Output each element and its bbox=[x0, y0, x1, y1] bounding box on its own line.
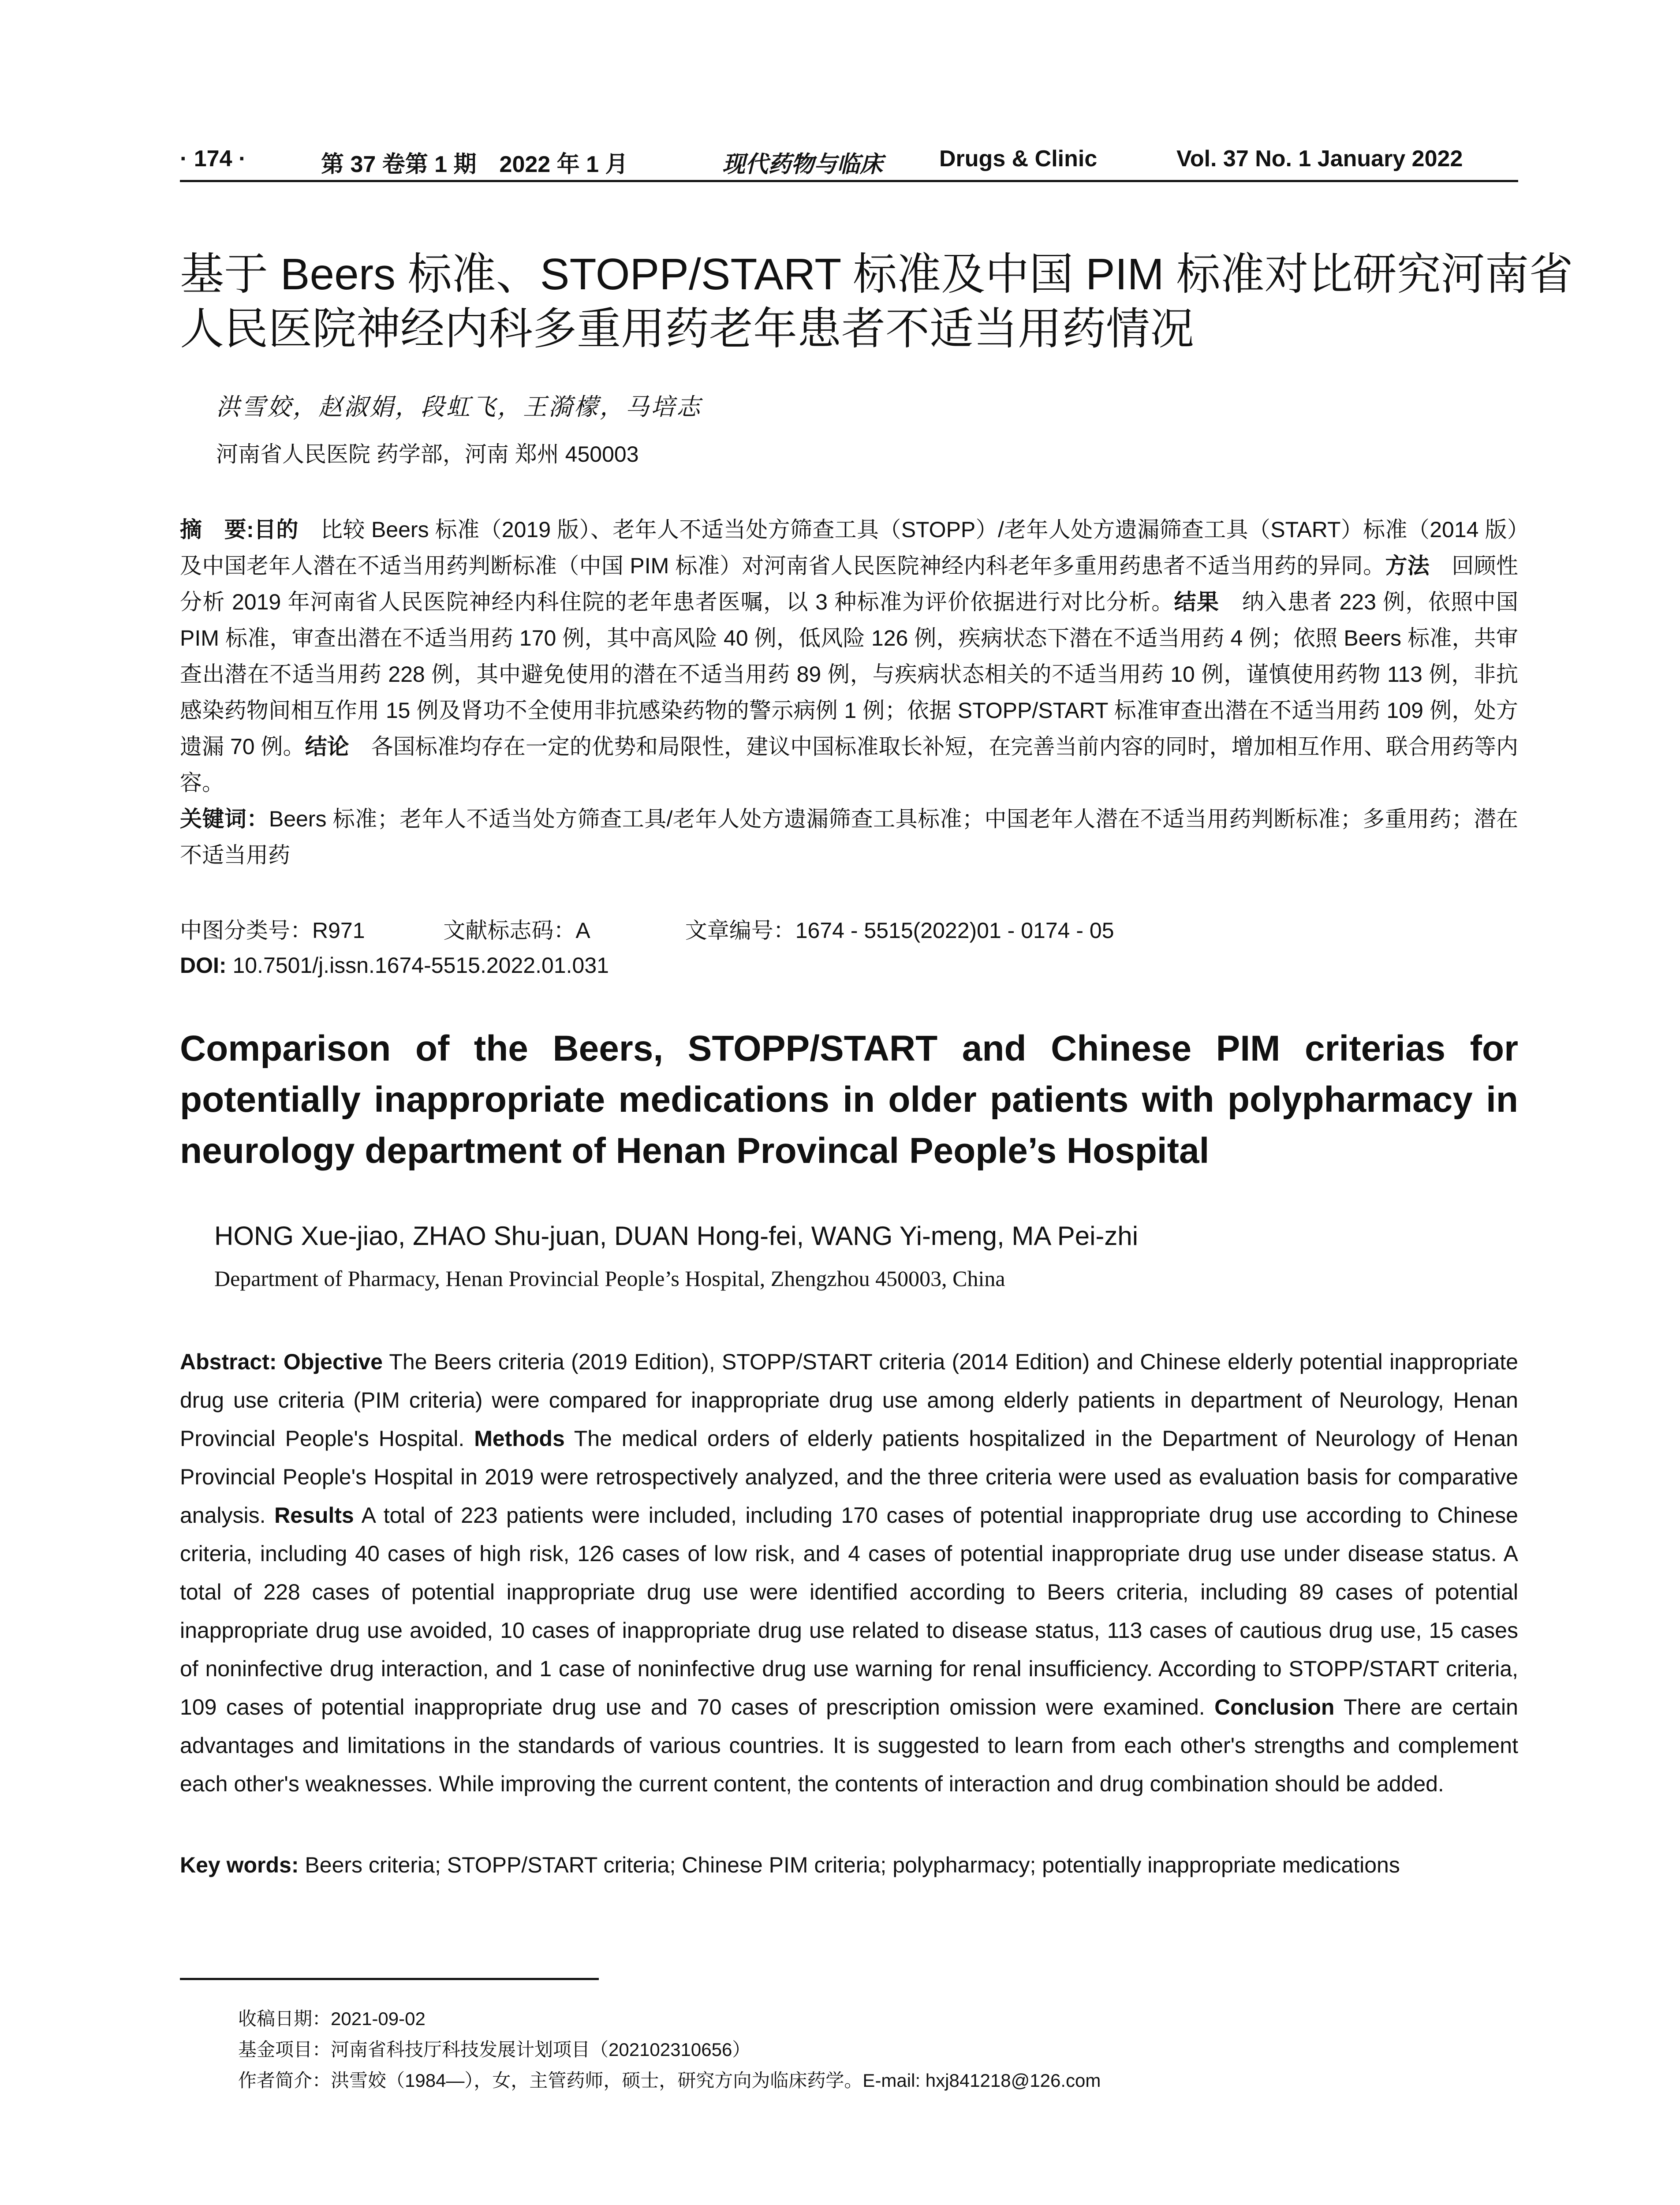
methods-label-cn: 方法 bbox=[1385, 553, 1430, 578]
page-number: · 174 · bbox=[180, 146, 246, 172]
methods-text-cn: 回顾性分析 2019 年河南省人民医院神经内科住院的老年患者医嘱，以 3 种标准为评价依据进行对比分析。 bbox=[180, 553, 1518, 614]
keywords-en bbox=[180, 1852, 1400, 1878]
clc-number: 中图分类号：R971 bbox=[180, 918, 365, 943]
conclusion-label-cn: 结论 bbox=[305, 734, 349, 759]
objective-text-cn: 比较 Beers 标准（2019 版）、老年人不适当处方筛查工具（STOPP）/老年人处方遗漏筛查工具（START）标准（2014 版）及中国老年人潜在不适当用药判断标准（中国 PIM 标准）对河南省人民医院神经内科老年多重用药患者不适当用药的异同。 bbox=[180, 517, 1519, 578]
footnote-fund: 基金项目：河南省科技厅科技发展计划项目（202102310656） bbox=[238, 2039, 751, 2060]
conclusion-label-en: Conclusion bbox=[1214, 1695, 1335, 1719]
abstract-en-label: Abstract: bbox=[180, 1349, 277, 1374]
conclusion-text-en: There are certain advantages and limitations in the standards of various countries. It is suggested to learn from each other's strengths and complement each other's weaknesses. While improving the current content, the contents of interaction and drug combination should be added. bbox=[180, 1695, 1518, 1796]
doi-row bbox=[180, 953, 609, 978]
results-text-cn: 纳入患者 223 例，依照中国 PIM 标准，审查出潜在不适当用药 170 例，其中高风险 40 例，低风险 126 例，疾病状态下潜在不适当用药 4 例；依照 Beers 标准，共审查出潜在不适当用药 228 例，其中避免使用的潜在不适当用药 89 例，与疾病状态相关的不适当用药 10 例，谨慎使用药物 113 例，非抗感染药物间相互作用 15 例及肾功不全使用非抗感染药物的警示病例 1 例；依据 STOPP/START 标准审查出潜在不适当用药 109 例，处方遗漏 70 例。 bbox=[180, 590, 1518, 759]
classification-row bbox=[180, 913, 1114, 945]
title-cn bbox=[180, 247, 1573, 356]
objective-label-en: Objective bbox=[283, 1349, 383, 1374]
footnote-author-bio: 作者简介：洪雪姣（1984—），女，主管药师，硕士，研究方向为临床药学。E-mail: hxj841218@126.com bbox=[238, 2070, 1101, 2091]
results-label-en: Results bbox=[274, 1503, 354, 1528]
methods-text-en: The medical orders of elderly patients hospitalized in the Department of Neurology of Henan Provincial People's Hospital in 2019 were retrospectively analyzed, and the three criteria were used as evaluation basis for comparative analysis. bbox=[180, 1426, 1518, 1528]
results-label-cn: 结果 bbox=[1174, 590, 1220, 614]
methods-label-en: Methods bbox=[474, 1426, 565, 1451]
article-number: 文章编号：1674 - 5515(2022)01 - 0174 - 05 bbox=[685, 918, 1114, 943]
footnote-divider bbox=[180, 1978, 599, 1980]
document-code: 文献标志码：A bbox=[443, 918, 589, 943]
issue-info-en: Vol. 37 No. 1 January 2022 bbox=[1176, 146, 1463, 172]
title-cn-line-1: 基于 Beers 标准、STOPP/START 标准及中国 PIM 标准对比研究河南省 bbox=[180, 250, 1573, 299]
issue-info-cn: 第 37 卷第 1 期 2022 年 1 月 bbox=[321, 152, 628, 177]
abstract-cn-label: 摘 要: bbox=[180, 517, 254, 542]
title-en: Comparison of the Beers, STOPP/START and Chinese PIM criterias for potentially inappropriate medications in older patients with polypharmacy in neurology department of Henan Provincal People’s Hospital bbox=[180, 1028, 1518, 1171]
objective-label-cn: 目的 bbox=[254, 517, 299, 542]
keywords-text-cn: Beers 标准；老年人不适当处方筛查工具/老年人处方遗漏筛查工具标准；中国老年人潜在不适当用药判断标准；多重用药；潜在不适当用药 bbox=[180, 807, 1518, 867]
affiliation-cn: 河南省人民医院 药学部，河南 郑州 450003 bbox=[216, 442, 639, 467]
keywords-text-en: Beers criteria; STOPP/START criteria; Chinese PIM criteria; polypharmacy; potentially inappropriate medications bbox=[299, 1853, 1400, 1877]
authors-cn: 洪雪姣，赵淑娟，段虹飞，王漪檬，马培志 bbox=[216, 393, 702, 421]
keywords-label-en: Key words: bbox=[180, 1853, 299, 1877]
journal-name-en: Drugs & Clinic bbox=[939, 146, 1098, 172]
authors-en: HONG Xue-jiao, ZHAO Shu-juan, DUAN Hong-fei, WANG Yi-meng, MA Pei-zhi bbox=[214, 1221, 1139, 1251]
title-cn-line-2: 人民医院神经内科多重用药老年患者不适当用药情况 bbox=[180, 304, 1194, 354]
objective-text-en: The Beers criteria (2019 Edition), STOPP/START criteria (2014 Edition) and Chinese elderly potential inappropriate drug use criteria (PIM criteria) were compared for inappropriate drug use among elderly patients in department of Neurology, Henan Provincial People's Hospital. bbox=[180, 1349, 1518, 1451]
doi-value: 10.7501/j.issn.1674-5515.2022.01.031 bbox=[226, 953, 609, 978]
affiliation-en: Department of Pharmacy, Henan Provincial People’s Hospital, Zhengzhou 450003, China bbox=[214, 1266, 1005, 1291]
results-text-en: A total of 223 patients were included, including 170 cases of potential inappropriate drug use according to Chinese criteria, including 40 cases of high risk, 126 cases of low risk, and 4 cases of potential inappropriate drug use under disease status. A total of 228 cases of potential inappropriate drug use were identified according to Beers criteria, including 89 cases of potential inappropriate drug use avoided, 10 cases of inappropriate drug use related to disease status, 113 cases of cautious drug use, 15 cases of noninfective drug interaction, and 1 case of noninfective drug use warning for renal insufficiency. According to STOPP/START criteria, 109 cases of potential inappropriate drug use and 70 cases of prescription omission were examined. bbox=[180, 1503, 1518, 1719]
abstract-en-body bbox=[180, 1343, 1518, 1803]
journal-name-cn: 现代药物与临床 bbox=[722, 151, 883, 178]
abstract-cn-body bbox=[180, 512, 1518, 801]
footnote-received: 收稿日期：2021-09-02 bbox=[238, 2008, 426, 2029]
abstract-en bbox=[180, 1343, 1518, 1803]
running-header bbox=[180, 140, 1518, 182]
abstract-cn bbox=[180, 512, 1518, 873]
keywords-label-cn: 关键词： bbox=[180, 807, 269, 831]
keywords-cn bbox=[180, 801, 1518, 873]
conclusion-text-cn: 各国标准均存在一定的优势和局限性，建议中国标准取长补短，在完善当前内容的同时，增加相互作用、联合用药等内容。 bbox=[180, 734, 1519, 795]
doi-label: DOI: bbox=[180, 953, 227, 978]
